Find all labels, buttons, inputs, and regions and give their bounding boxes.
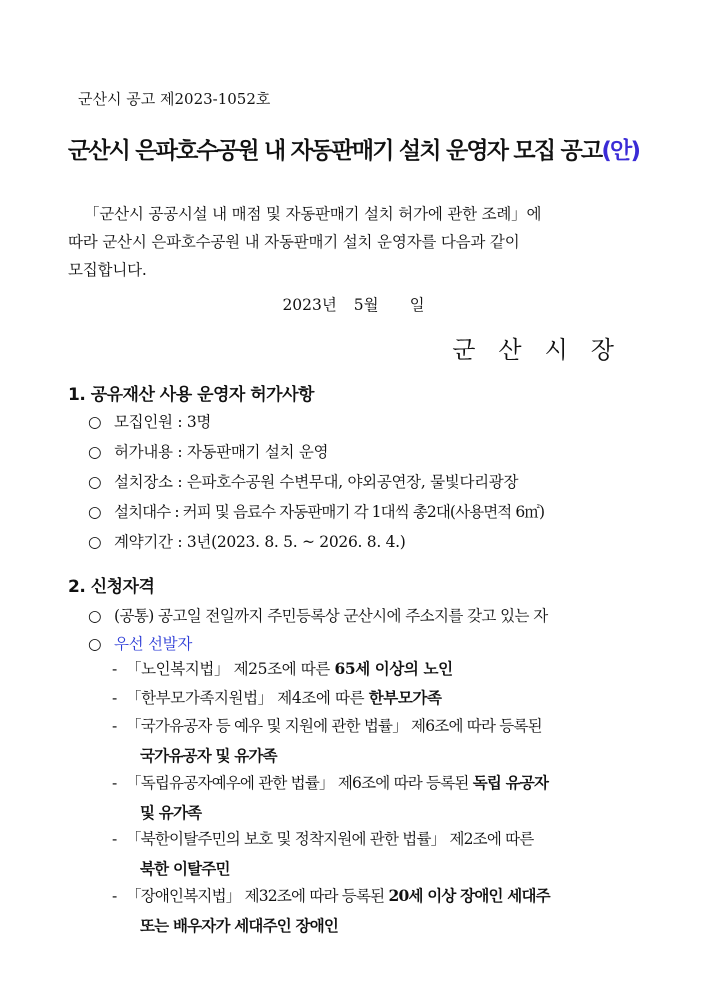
section-1-item [88,410,211,432]
dash-bullet: - [112,717,117,735]
title-main: 군산시 은파호수공원 내 자동판매기 설치 운영자 모집 공고 [67,138,602,164]
priority-item-continuation: 국가유공자 및 유가족 [140,746,277,765]
circle-bullet-icon: ○ [88,635,102,653]
section-1-item-text: 설치대수 : 커피 및 음료수 자동판매기 각 1대씩 총2대(사용면적 6㎡) [114,503,545,521]
dash-bullet: - [112,774,117,792]
priority-item [112,881,639,941]
date-day: 일 [409,296,425,314]
priority-item-text: 「국가유공자 등 예우 및 지원에 관한 법률」 제6조에 따라 등록된 [126,717,542,735]
date-year: 2023년 [282,296,337,314]
intro-line-2: 따라 군산시 은파호수공원 내 자동판매기 설치 운영자를 다음과 같이 [68,233,520,251]
priority-item [112,824,639,884]
title-draft-mark: (안) [601,138,640,164]
dash-bullet: - [112,660,117,678]
section-2-priority [88,632,192,654]
section-1-item-text: 허가내용 : 자동판매기 설치 운영 [114,443,329,461]
date-month: 5월 [353,296,379,314]
circle-bullet-icon: ○ [88,473,102,491]
intro-paragraph [68,200,639,284]
section-1-item [88,440,328,462]
notice-number: 군산시 공고 제2023-1052호 [78,90,271,108]
circle-bullet-icon: ○ [88,503,101,521]
document-title [0,132,707,165]
signer: 군산시장 [452,336,637,364]
section-1-item [88,470,518,492]
priority-item-emphasis: 20세 이상 장애인 세대주 [388,886,550,905]
notice-date [0,293,707,315]
intro-line-3: 모집합니다. [68,261,147,279]
priority-item-text: 「한부모가족지원법」 제4조에 따른 [126,689,369,707]
section-2-heading: 2. 신청자격 [68,577,155,597]
priority-item [112,654,639,684]
priority-item-text: 「독립유공자예우에 관한 법률」 제6조에 따라 등록된 [126,774,473,792]
section-1-heading: 1. 공유재산 사용 운영자 허가사항 [68,385,314,405]
section-1-item-text: 계약기간 : 3년(2023. 8. 5. ~ 2026. 8. 4.) [114,533,406,551]
circle-bullet-icon: ○ [88,443,102,461]
priority-item-text: 「장애인복지법」 제32조에 따라 등록된 [126,887,389,905]
priority-item-emphasis: 한부모가족 [368,688,442,707]
circle-bullet-icon: ○ [88,607,101,625]
priority-item-continuation: 또는 배우자가 세대주인 장애인 [140,916,339,935]
priority-item-continuation: 북한 이탈주민 [140,859,230,878]
section-1-item-text: 설치장소 : 은파호수공원 수변무대, 야외공연장, 물빛다리광장 [114,473,519,491]
priority-item-emphasis: 독립 유공자 [472,773,549,792]
priority-item [112,683,639,713]
dash-bullet: - [112,830,117,848]
section-1-item-text: 모집인원 : 3명 [114,413,212,431]
priority-item-continuation: 및 유가족 [140,803,202,822]
priority-item-text: 「북한이탈주민의 보호 및 정착지원에 관한 법률」 제2조에 따른 [126,830,534,848]
section-1-item [88,530,406,552]
section-2-common-text: (공통) 공고일 전일까지 주민등록상 군산시에 주소지를 갖고 있는 자 [114,607,548,625]
dash-bullet: - [112,887,117,905]
priority-item [112,711,639,771]
section-2-common [88,604,548,626]
priority-item-emphasis: 65세 이상의 노인 [334,659,453,678]
circle-bullet-icon: ○ [88,533,102,551]
dash-bullet: - [112,689,117,707]
circle-bullet-icon: ○ [88,413,102,431]
priority-item [112,768,639,828]
priority-item-text: 「노인복지법」 제25조에 따른 [126,660,335,678]
section-1-item [88,500,544,522]
priority-label: 우선 선발자 [114,635,192,653]
intro-line-1: 「군산시 공공시설 내 매점 및 자동판매기 설치 허가에 관한 조례」에 [84,205,542,223]
